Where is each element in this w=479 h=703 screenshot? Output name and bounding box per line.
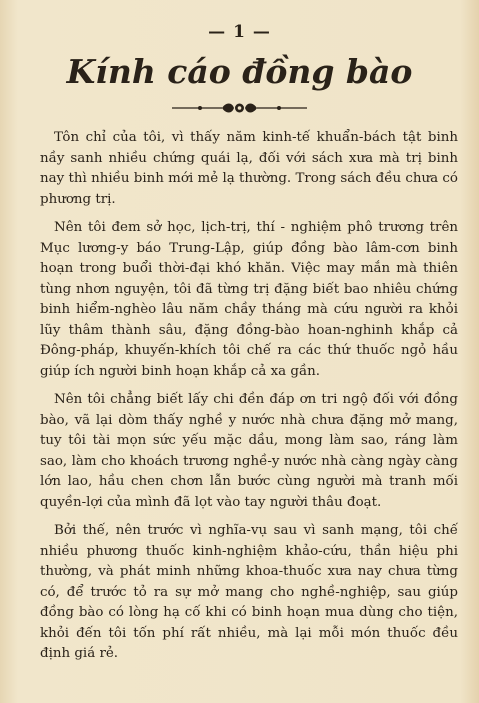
body-text	[40, 128, 458, 673]
paragraph-2: Nên tôi đem sở học, lịch-trị, thí - nghiệm phô trương trên Mục lương-y báo Trung-Lập, giúp đồng bào lâm-cơn binh hoạn trong buổi thời-đại khó khăn. Việc may mắn mà thiên tùng nhơn nguyện, tôi đã từng trị đặng biết bao nhiêu chứng binh hiểm-nghèo lâu năm chầy tháng mà cứu người ra khỏi lũy thâm thành sâu, đặng đồng-bào hoan-nghinh khắp cả Đông-pháp, khuyến-khích tôi chế ra các thứ thuốc ngỏ hầu giúp ích người binh hoạn khắp cả xa gần.	[40, 220, 458, 379]
page-title: Kính cáo đồng bào	[66, 52, 413, 91]
page-number: — 1 —	[208, 22, 271, 42]
paragraph-1: Tôn chỉ của tôi, vì thấy năm kinh-tế khuẩn-bách tật binh nầy sanh nhiều chứng quái lạ, đối với sách xưa mà trị binh nay thì nhiều binh mới mẻ lạ thường. Trong sách đều chưa có phương trị.	[40, 130, 458, 207]
paragraph-3: Nên tôi chẳng biết lấy chi đền đáp ơn tri ngộ đối với đồng bào, vã lại dòm thấy nghề y nước nhà chưa đặng mở mang, tuy tôi tài mọn sức yếu mặc dầu, mong làm sao, ráng làm sao, làm cho khoách trương nghề-y nước nhà càng ngày càng lớn lao, hầu chen chơn lẫn bước cùng người mà tranh mối quyền-lợi của mình đã lọt vào tay người thâu đoạt.	[40, 392, 458, 510]
paragraph-4: Bởi thế, nên trước vì nghĩa-vụ sau vì sanh mạng, tôi chế nhiều phương thuốc kinh-nghiệm khảo-cứu, thần hiệu phi thường, và phát minh những khoa-thuốc xưa nay chưa từng có, để trước tỏ ra sự mở mang cho nghề-nghiệp, sau giúp đồng bào có lòng hạ cố khi có binh hoạn mua dùng cho tiện, khỏi đến tôi tốn phí rất nhiều, mà lại mỗi món thuốc đều định giá rẻ.	[40, 523, 458, 661]
decorative-flourish-icon	[170, 100, 309, 116]
